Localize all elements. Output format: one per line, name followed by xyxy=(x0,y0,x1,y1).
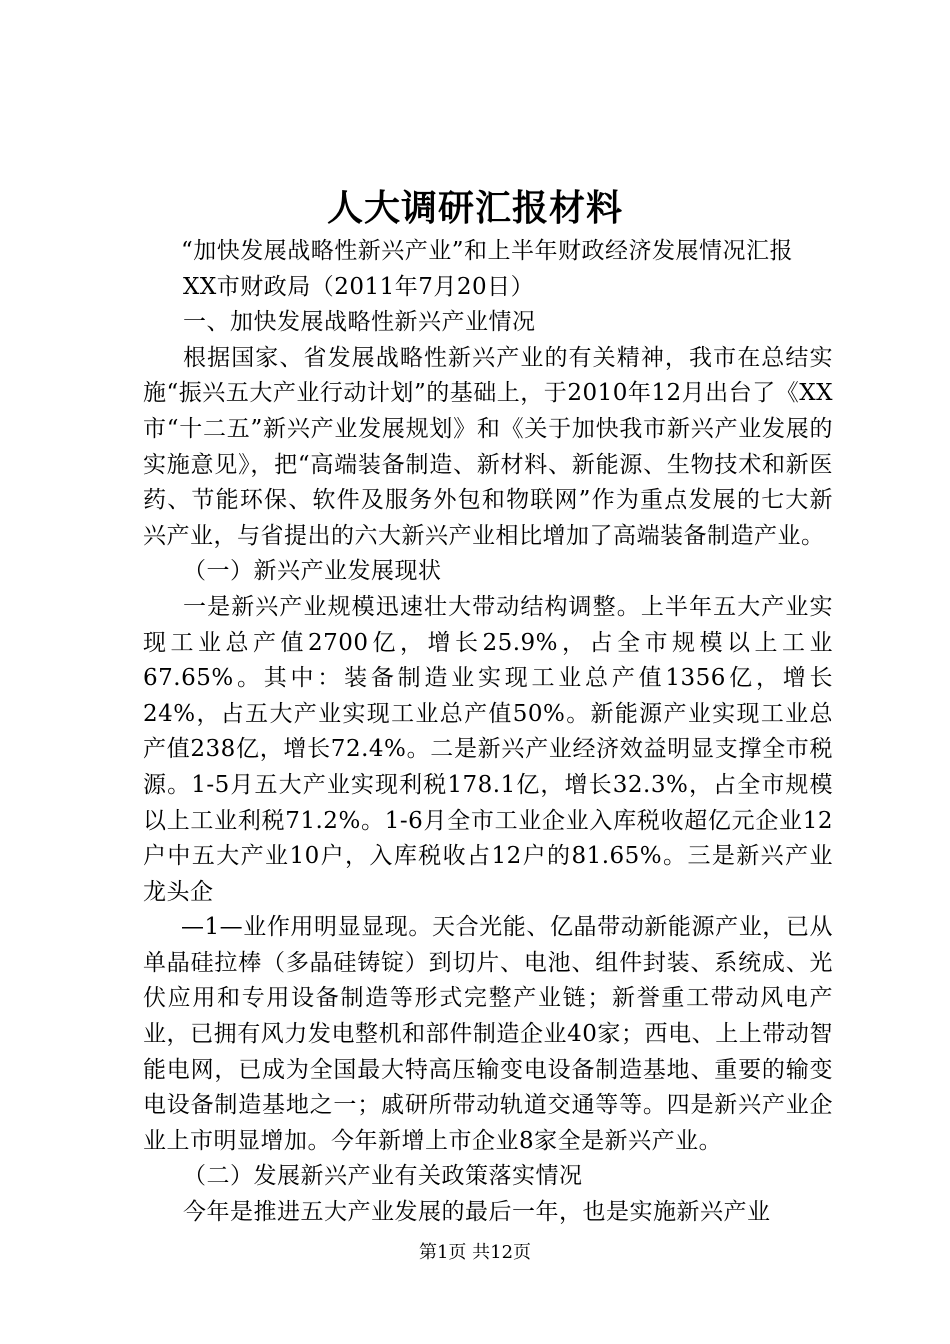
subsection-heading-2: （二）发展新兴产业有关政策落实情况 xyxy=(183,1163,583,1190)
page-number-footer: 第1页 共12页 xyxy=(418,1242,532,1263)
section-heading-1: 一、加快发展战略性新兴产业情况 xyxy=(183,309,536,336)
body-paragraph: 一是新兴产业规模迅速壮大带动结构调整。上半年五大产业实现工业总产值2700亿，增长25.9%，占全市规模以上工业67.65%。其中：装备制造业实现工业总产值1356亿，增长24%，占五大产业实现工业总产值50%。新能源产业实现工业总产值238亿，增长72.4%。二是新兴产业经济效益明显支撑全市税源。1-5月五大产业实现利税178.1亿，增长32.3%，占全市规模以上工业利税71.2%。1-6月全市工业企业入库税收超亿元企业12户中五大产业10户，入库税收占12户的81.65%。三是新兴产业龙头企 xyxy=(143,593,833,905)
document-body xyxy=(143,234,833,1231)
report-subtitle: “加快发展战略性新兴产业”和上半年财政经济发展情况汇报 xyxy=(181,238,794,264)
body-paragraph: 今年是推进五大产业发展的最后一年，也是实施新兴产业 xyxy=(183,1199,771,1226)
body-paragraph: —1—业作用明显显现。天合光能、亿晶带动新能源产业，已从单晶硅拉棒（多晶硅铸锭）到切片、电池、组件封装、系统成、光伏应用和专用设备制造等形式完整产业链；新誉重工带动风电产业，已拥有风力发电整机和部件制造企业40家；西电、上上带动智能电网，已成为全国最大特高压输变电设备制造基地、重要的输变电设备制造基地之一；戚研所带动轨道交通等等。四是新兴产业企业上市明显增加。今年新增上市企业8家全是新兴产业。 xyxy=(143,914,833,1154)
report-author-date: XX市财政局（2011年7月20日） xyxy=(183,273,535,300)
document-title: 人大调研汇报材料 xyxy=(326,187,623,229)
subsection-heading-1: （一）新兴产业发展现状 xyxy=(183,558,442,585)
body-paragraph: 根据国家、省发展战略性新兴产业的有关精神，我市在总结实施“振兴五大产业行动计划”的基础上，于2010年12月出台了《XX市“十二五”新兴产业发展规划》和《关于加快我市新兴产业发展的实施意见》，把“高端装备制造、新材料、新能源、生物技术和新医药、节能环保、软件及服务外包和物联网”作为重点发展的七大新兴产业，与省提出的六大新兴产业相比增加了高端装备制造产业。 xyxy=(143,344,833,549)
